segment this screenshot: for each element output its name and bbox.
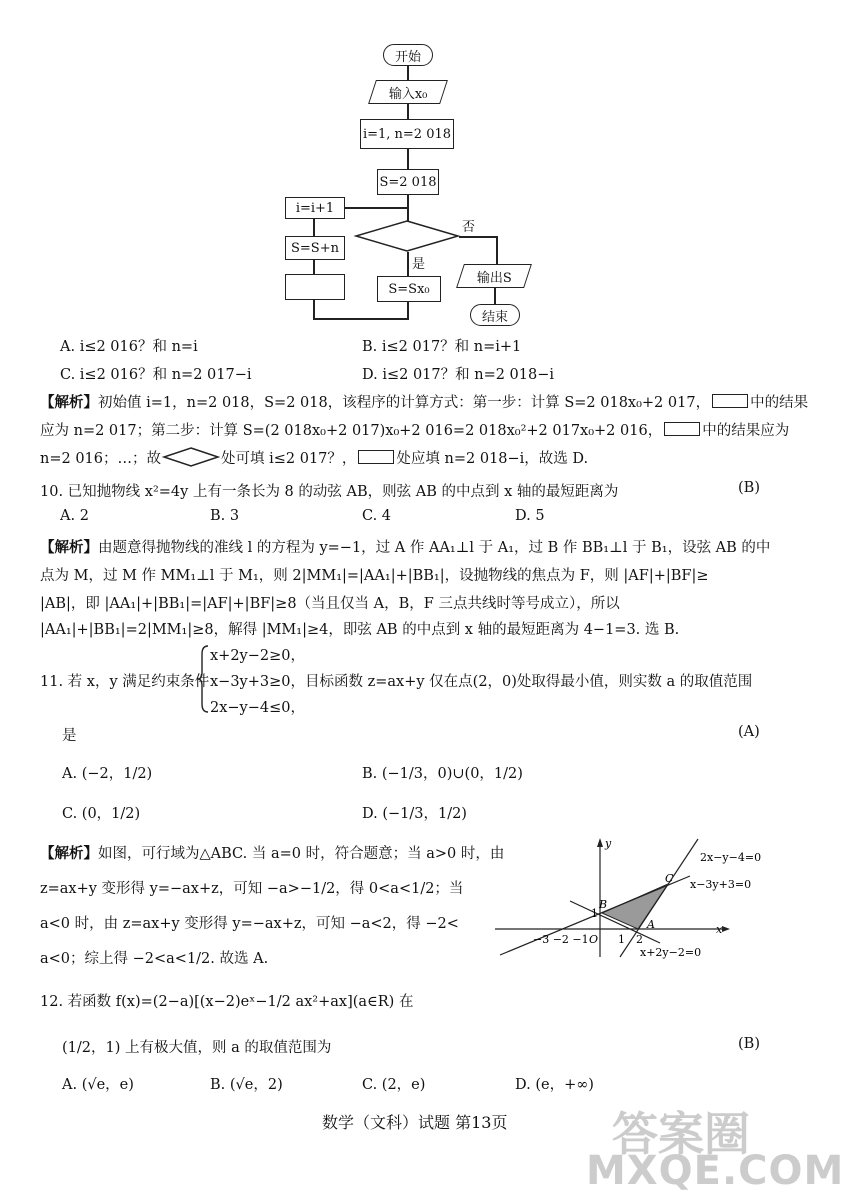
q11-option-d: D. (−1/3，1/2) bbox=[362, 806, 467, 822]
flow-output-text: 输出S bbox=[476, 270, 512, 286]
q9-option-d: D. i≤2 017？和 n=2 018−i bbox=[362, 367, 555, 383]
q12-option-d: D. (e，+∞) bbox=[515, 1077, 594, 1093]
flow-empty-box bbox=[285, 274, 345, 300]
flow-start: 开始 bbox=[383, 44, 433, 66]
q9-solution-line2 bbox=[40, 419, 789, 440]
flow-connector bbox=[407, 66, 409, 80]
q9-sol-text: 中的结果 bbox=[750, 395, 809, 411]
solution-label: 【解析】 bbox=[40, 394, 98, 411]
flow-connector bbox=[494, 288, 496, 304]
q10-solution-line1 bbox=[40, 536, 770, 557]
q10-answer: (B) bbox=[738, 480, 760, 496]
q11-option-a: A. (−2，1/2) bbox=[62, 766, 153, 782]
q11-constraint-3: 2x−y−4≤0， bbox=[210, 700, 305, 716]
watermark-url: MXQE.COM bbox=[586, 1148, 844, 1194]
solution-label: 【解析】 bbox=[40, 539, 98, 556]
flow-connector bbox=[345, 207, 407, 209]
flow-yes-label: 是 bbox=[412, 257, 426, 272]
q11-answer: (A) bbox=[738, 724, 760, 740]
q12-stem-line2: (1/2，1) 上有极大值，则 a 的取值范围为 bbox=[62, 1040, 332, 1056]
q11-sol-text: 如图，可行域为△ABC. 当 a=0 时，符合题意；当 a>0 时，由 bbox=[98, 846, 505, 862]
label-ticks-negative: −3 −2 −1 bbox=[533, 933, 589, 946]
flow-connector bbox=[313, 260, 315, 274]
q9-sol-text: 应为 n=2 017；第二步：计算 S=(2 018x₀+2 017)x₀+2 016=2 018x₀²+2 017x₀+2 016， bbox=[40, 423, 663, 439]
q10-solution-line2: 点为 M，过 M 作 MM₁⊥l 于 M₁，则 2|MM₁|=|AA₁|+|BB₁|，设抛物线的焦点为 F，则 |AF|+|BF|≥ bbox=[40, 568, 709, 584]
flow-condition bbox=[355, 220, 459, 252]
flow-end: 结束 bbox=[470, 304, 520, 326]
blank-box bbox=[712, 394, 748, 408]
flow-connector bbox=[407, 104, 409, 119]
flow-input bbox=[368, 80, 448, 104]
q12-option-b: B. (√e，2) bbox=[210, 1077, 283, 1093]
q10-sol-text: 由题意得抛物线的准线 l 的方程为 y=−1，过 A 作 AA₁⊥l 于 A₁，过 B 作 BB₁⊥l 于 B₁，设弦 AB 的中 bbox=[98, 540, 771, 556]
q12-option-a: A. (√e，e) bbox=[62, 1077, 134, 1093]
label-y-axis: y bbox=[605, 837, 612, 850]
q12-stem-line1: 12. 若函数 f(x)=(2−a)[(x−2)eˣ−1/2 ax²+ax](a∈R) 在 bbox=[40, 994, 414, 1010]
q10-solution-line3: |AB|，即 |AA₁|+|BB₁|=|AF|+|BF|≥8（当且仅当 A，B，F 三点共线时等号成立），所以 bbox=[40, 596, 620, 612]
q11-solution-line1 bbox=[40, 842, 504, 863]
label-tick-y1: 1 bbox=[591, 907, 598, 920]
label-tick-2: 2 bbox=[636, 933, 643, 946]
flow-connector bbox=[407, 252, 409, 276]
diamond-icon bbox=[163, 447, 219, 467]
feasible-region-graph bbox=[490, 835, 770, 965]
q11-constraint-1: x+2y−2≥0， bbox=[210, 648, 305, 664]
flow-no-label: 否 bbox=[462, 220, 476, 235]
label-x-axis: x bbox=[716, 923, 723, 936]
flow-connector bbox=[496, 236, 498, 264]
q9-sol-text: n=2 016；…；故 bbox=[40, 451, 161, 467]
flow-connector bbox=[459, 236, 497, 238]
flow-output bbox=[456, 264, 532, 288]
q9-option-c: C. i≤2 016？和 n=2 017−i bbox=[60, 367, 252, 383]
flow-input-text: 输入x₀ bbox=[388, 86, 428, 102]
q10-solution-line4: |AA₁|+|BB₁|=2|MM₁|≥8，解得 |MM₁|≥4，即弦 AB 的中点到 x 轴的最短距离为 4−1=3. 选 B. bbox=[40, 622, 680, 638]
q9-sol-text: 处应填 n=2 018−i，故选 D. bbox=[396, 451, 589, 467]
label-line1: 2x−y−4=0 bbox=[700, 851, 762, 864]
q11-stem-end: 是 bbox=[62, 728, 77, 744]
q10-stem: 10. 已知抛物线 x²=4y 上有一条长为 8 的动弦 AB，则弦 AB 的中点到 x 轴的最短距离为 bbox=[40, 484, 619, 500]
line-2x-y-4 bbox=[620, 839, 698, 957]
flow-s-mul: S=Sx₀ bbox=[377, 276, 441, 302]
label-line3: x+2y−2=0 bbox=[640, 946, 702, 959]
q11-solution-line2: z=ax+y 变形得 y=−ax+z，可知 −a>−1/2，得 0<a<1/2；当 bbox=[40, 881, 464, 897]
q12-answer: (B) bbox=[738, 1036, 760, 1052]
q9-solution-line3 bbox=[40, 447, 588, 468]
solution-label: 【解析】 bbox=[40, 845, 98, 862]
flow-connector bbox=[313, 219, 315, 236]
flow-connector bbox=[407, 195, 409, 222]
q9-sol-text: 中的结果应为 bbox=[702, 423, 790, 439]
blank-box bbox=[358, 450, 394, 464]
q11-option-b: B. (−1/3，0)∪(0，1/2) bbox=[362, 766, 523, 782]
label-point-b: B bbox=[599, 898, 608, 911]
q11-stem: 11. 若 x，y 满足约束条件 bbox=[40, 674, 210, 690]
q11-solution-line3: a<0 时，由 z=ax+y 变形得 y=−ax+z，可知 −a<2，得 −2< bbox=[40, 916, 459, 932]
label-tick-1: 1 bbox=[618, 933, 625, 946]
blank-box bbox=[664, 422, 700, 436]
flow-inc-i: i=i+1 bbox=[285, 197, 345, 219]
flow-s-add-n: S=S+n bbox=[285, 236, 345, 260]
x-axis-arrow bbox=[722, 926, 730, 932]
q10-option-b: B. 3 bbox=[210, 508, 240, 524]
q9-sol-text: 处可填 i≤2 017？， bbox=[221, 451, 357, 467]
label-point-a: A bbox=[647, 918, 655, 931]
q11-option-c: C. (0，1/2) bbox=[62, 806, 141, 822]
q10-option-c: C. 4 bbox=[362, 508, 392, 524]
q9-option-a: A. i≤2 016？和 n=i bbox=[60, 339, 198, 355]
label-point-c: C bbox=[665, 872, 674, 885]
q10-option-d: D. 5 bbox=[515, 508, 545, 524]
y-axis-arrow bbox=[597, 838, 603, 847]
page-footer: 数学（文科）试题 第13页 bbox=[322, 1113, 508, 1132]
flow-connector bbox=[313, 300, 315, 318]
q9-option-b: B. i≤2 017？和 n=i+1 bbox=[362, 339, 522, 355]
feasible-region bbox=[602, 884, 668, 929]
flow-connector bbox=[313, 318, 409, 320]
flow-connector bbox=[407, 149, 409, 169]
flow-connector bbox=[407, 302, 409, 318]
q12-option-c: C. (2，e) bbox=[362, 1077, 426, 1093]
watermark-logo: 答案圈 bbox=[612, 1107, 750, 1161]
flow-init: i=1, n=2 018 bbox=[360, 119, 454, 149]
q11-solution-line4: a<0；综上得 −2<a<1/2. 故选 A. bbox=[40, 951, 269, 967]
q9-solution-line1 bbox=[40, 391, 808, 412]
flow-s-init: S=2 018 bbox=[377, 169, 439, 195]
brace-icon bbox=[198, 644, 210, 714]
label-origin: O bbox=[589, 933, 599, 946]
q9-sol-text: 初始值 i=1，n=2 018，S=2 018，该程序的计算方式：第一步：计算 S=2 018x₀+2 017， bbox=[98, 395, 711, 411]
label-line2: x−3y+3=0 bbox=[690, 878, 752, 891]
q11-constraint-2: x−3y+3≥0，目标函数 z=ax+y 仅在点(2，0)处取得最小值，则实数 a 的取值范围 bbox=[210, 674, 753, 690]
q10-option-a: A. 2 bbox=[60, 508, 89, 524]
